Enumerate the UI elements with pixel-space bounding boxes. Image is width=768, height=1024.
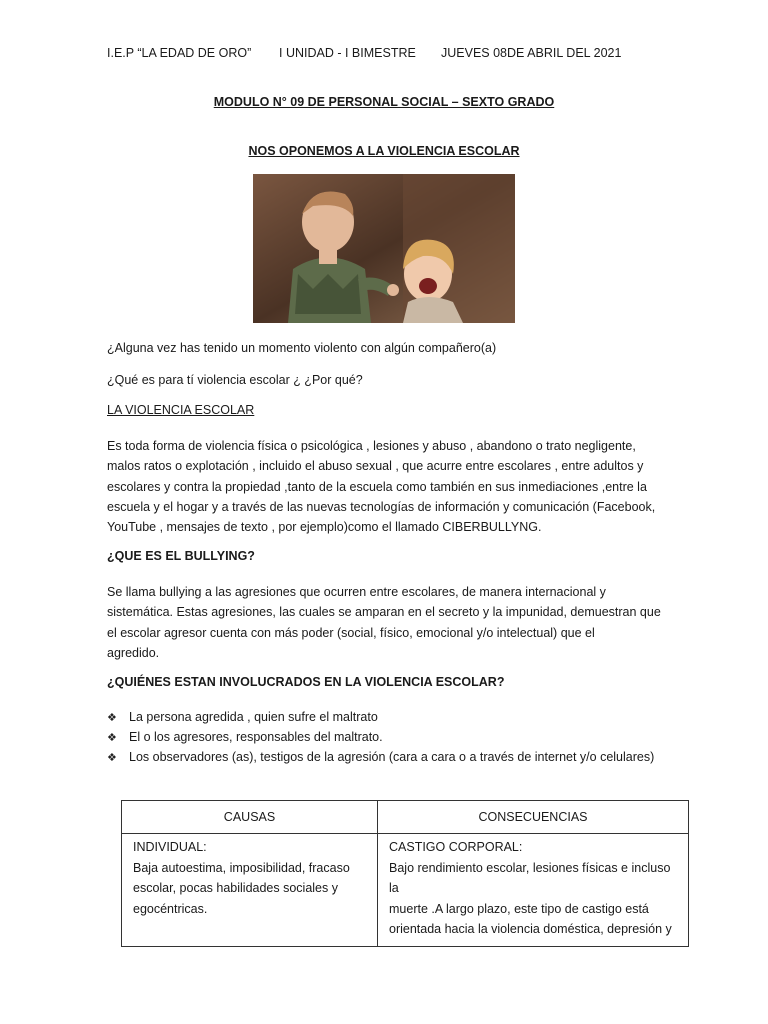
lesson-title: NOS OPONEMOS A LA VIOLENCIA ESCOLAR	[248, 144, 520, 158]
table-row	[122, 834, 689, 947]
text-line: Se llama bullying a las agresiones que ocurren entre escolares, de manera internacional y	[107, 585, 606, 599]
text-line: Es toda forma de violencia física o psicológica , lesiones y abuso , abandono o trato negligente,	[107, 439, 636, 453]
text-line: el escolar agresor cuenta con más poder (social, físico, emocional y/o intelectual) que el	[107, 625, 595, 640]
text-line: orientada hacia la violencia doméstica, depresión y	[389, 922, 672, 936]
causes-header: CAUSAS	[122, 801, 378, 834]
list-item: ❖ La persona agredida , quien sufre el maltrato	[107, 707, 654, 727]
question-two: ¿Qué es para tí violencia escolar ¿ ¿Por qué?	[107, 373, 363, 387]
date-label: JUEVES 08DE ABRIL DEL 2021	[441, 46, 622, 60]
text-line: escolares y contra la propiedad ,tanto de la escuela como también en sus inmediaciones ,entre la	[107, 479, 647, 494]
school-name: I.E.P “LA EDAD DE ORO”	[107, 46, 252, 60]
involved-section-title: ¿QUIÉNES ESTAN INVOLUCRADOS EN LA VIOLENCIA ESCOLAR?	[107, 675, 505, 689]
causes-cell	[122, 834, 378, 947]
text-line: muerte .A largo plazo, este tipo de castigo está	[389, 901, 649, 916]
text-line: agredido.	[107, 645, 160, 660]
text-line: Bajo rendimiento escolar, lesiones físicas e incluso la	[389, 860, 671, 895]
bullying-definition	[107, 582, 687, 663]
text-line: egocéntricas.	[133, 901, 208, 916]
document-header	[107, 46, 667, 60]
involved-list	[107, 707, 654, 767]
children-photo-illustration	[253, 174, 515, 323]
causes-heading: INDIVIDUAL:	[133, 840, 207, 854]
table-header-row	[122, 801, 689, 834]
causes-consequences-table	[121, 800, 689, 947]
consequences-cell	[378, 834, 689, 947]
text-line: escolar, pocas habilidades sociales y	[133, 881, 338, 895]
diamond-bullet-icon: ❖	[107, 732, 117, 744]
text-line: escuela y el hogar y a través de las nuevas tecnologías de información y comunicación (Facebook,	[107, 499, 656, 514]
violence-section-title: LA VIOLENCIA ESCOLAR	[107, 403, 255, 417]
violence-definition	[107, 436, 687, 537]
consequences-heading: CASTIGO CORPORAL:	[389, 840, 523, 854]
list-item: ❖ Los observadores (as), testigos de la agresión (cara a cara o a través de internet y/o celulares)	[107, 747, 654, 767]
text-line: YouTube , mensajes de texto , por ejemplo)como el llamado CIBERBULLYNG.	[107, 520, 542, 535]
module-title: MODULO N° 09 DE PERSONAL SOCIAL – SEXTO GRADO	[213, 95, 555, 109]
text-line: Baja autoestima, imposibilidad, fracaso	[133, 860, 350, 875]
list-item: ❖ El o los agresores, responsables del maltrato.	[107, 727, 654, 747]
text-line: sistemática. Estas agresiones, las cuales se amparan en el secreto y la impunidad, demuestran que	[107, 605, 661, 620]
children-photo	[253, 174, 515, 323]
unit-label: I UNIDAD - I BIMESTRE	[279, 46, 416, 60]
diamond-bullet-icon: ❖	[107, 712, 117, 724]
diamond-bullet-icon: ❖	[107, 752, 117, 764]
bullying-section-title: ¿QUE ES EL BULLYING?	[107, 549, 255, 563]
consequences-header: CONSECUENCIAS	[378, 801, 689, 834]
text-line: malos ratos o explotación , incluido el abuso sexual , que acurre entre escolares , entre adultos y	[107, 459, 644, 474]
question-one: ¿Alguna vez has tenido un momento violento con algún compañero(a)	[107, 341, 497, 355]
